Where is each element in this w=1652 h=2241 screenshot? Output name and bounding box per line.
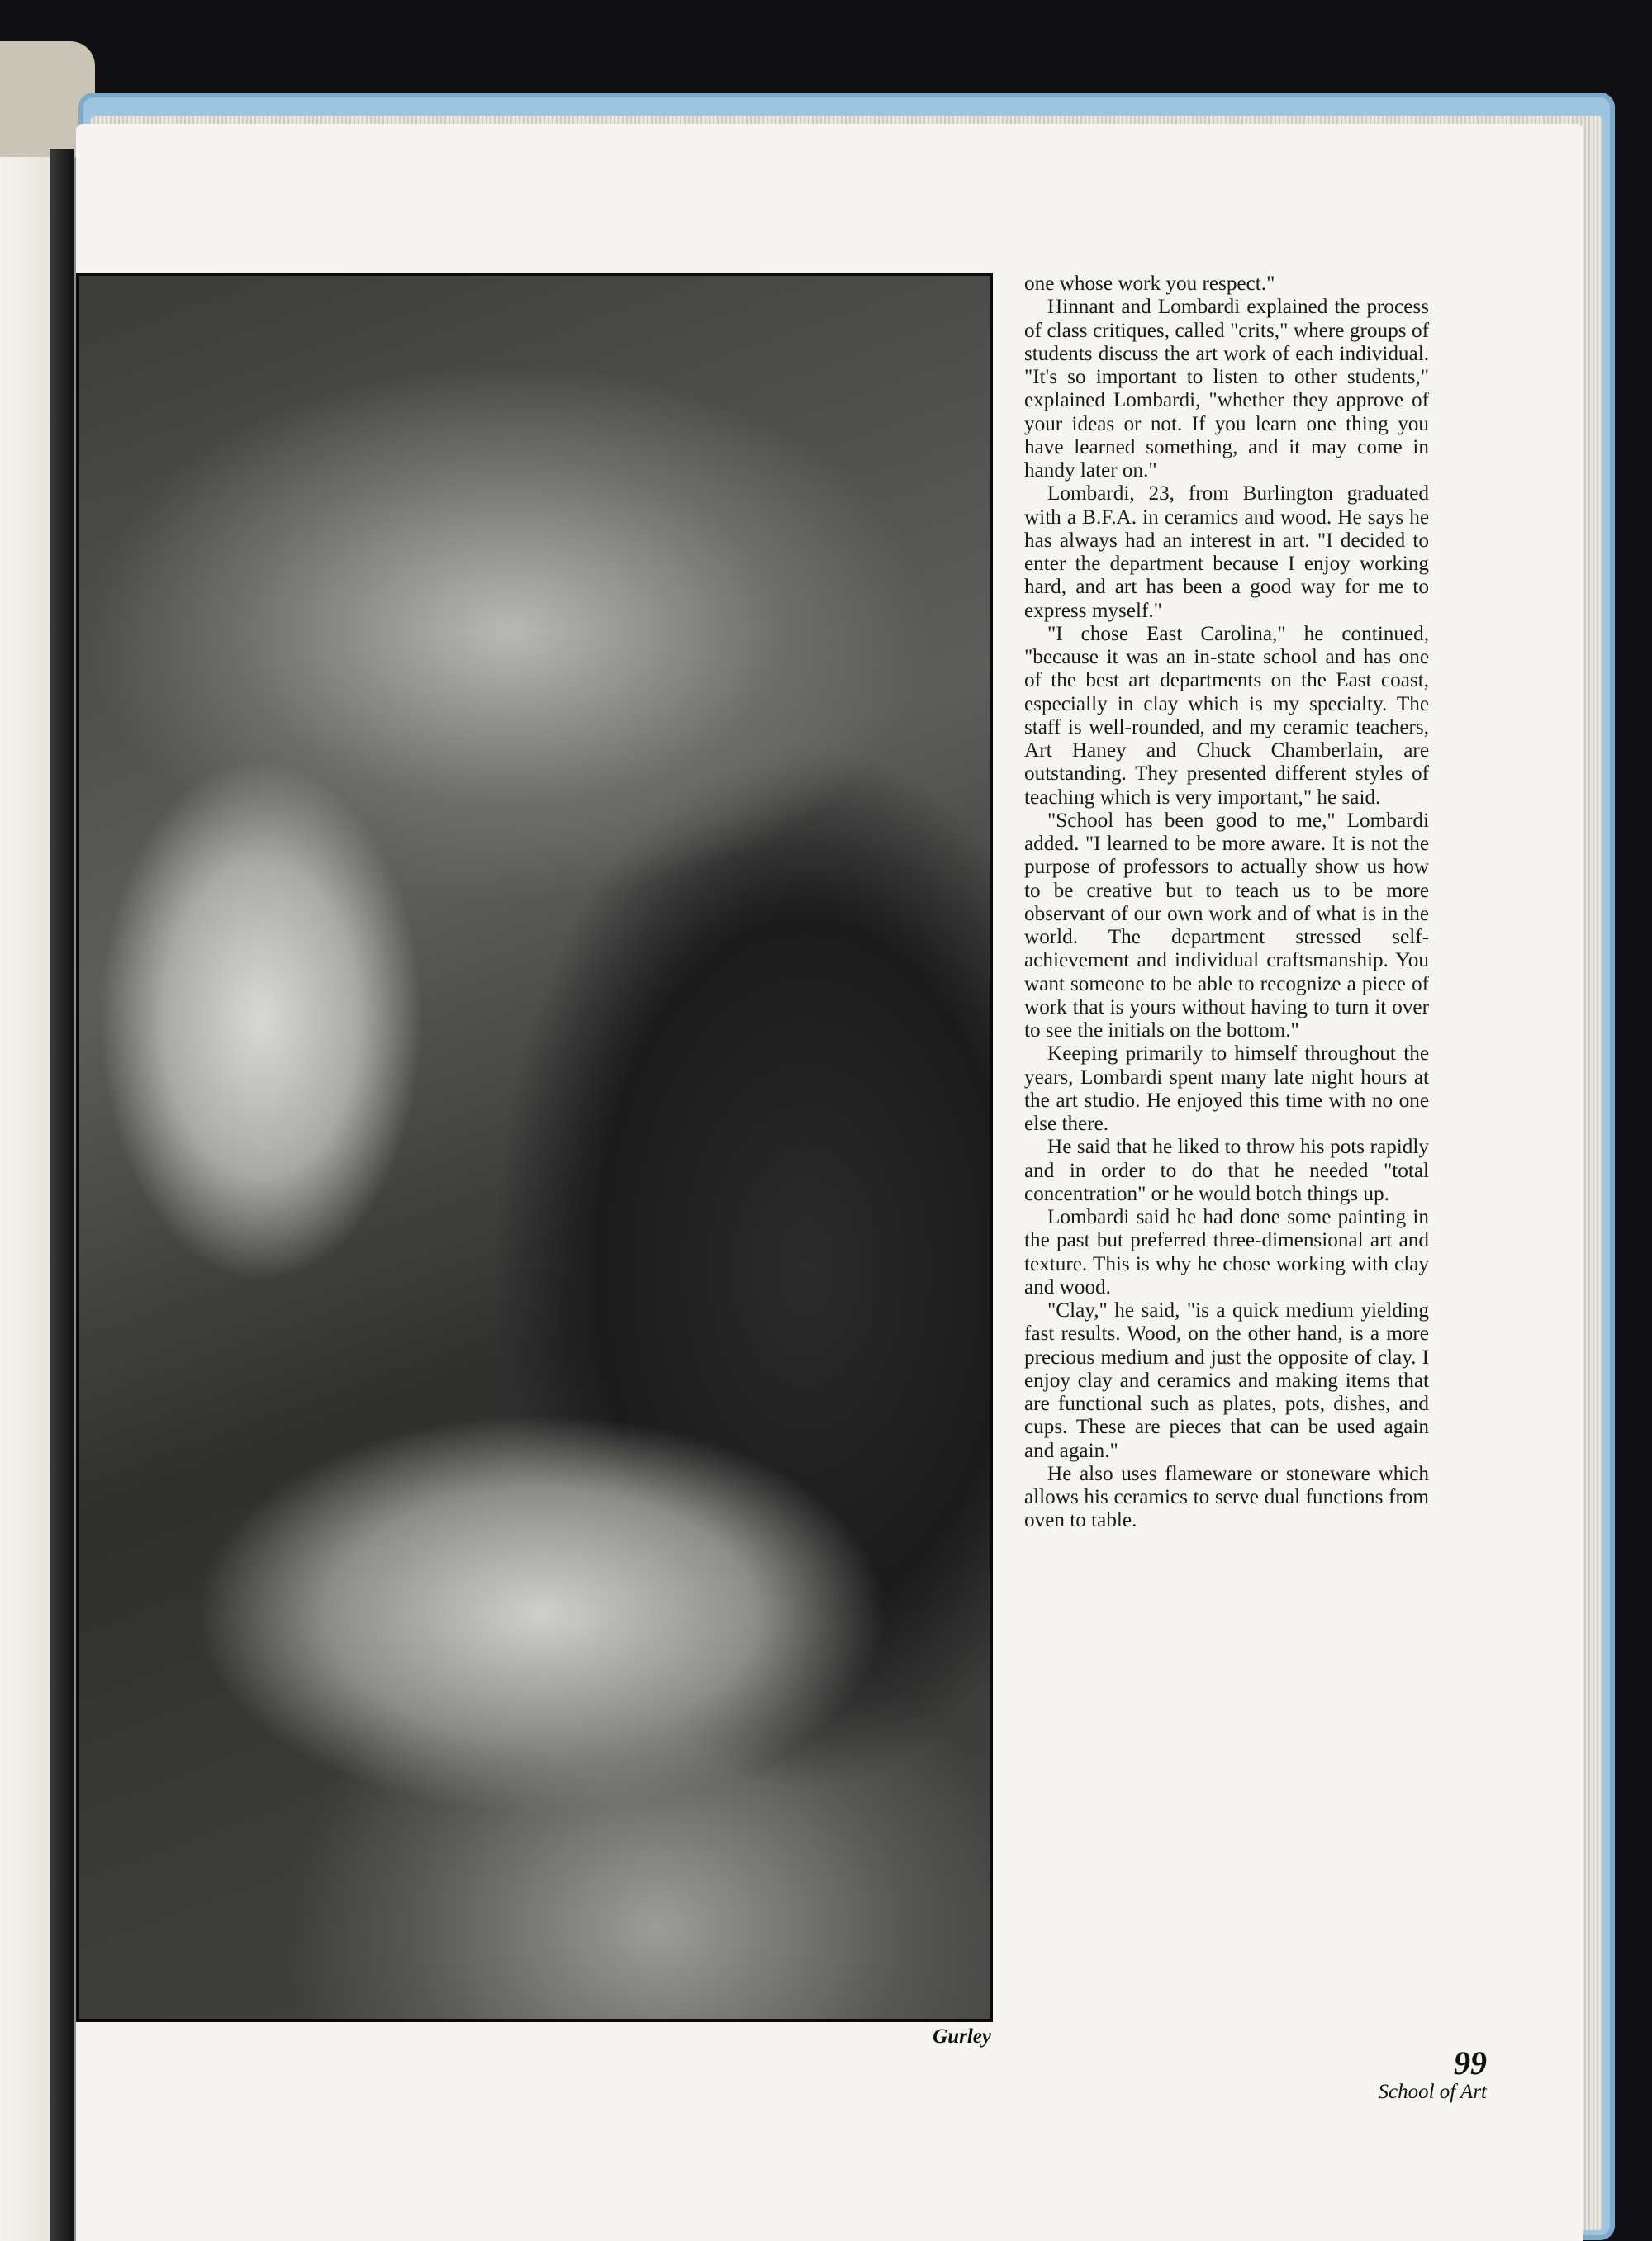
article-paragraph: Lombardi said he had done some painting in the past but preferred three-dimensional art and texture. This is why he chose working with clay and wood.	[1024, 1206, 1429, 1299]
article-paragraph: He also uses flameware or stoneware which allows his ceramics to serve dual functions from oven to table.	[1024, 1462, 1429, 1532]
article-paragraph: He said that he liked to throw his pots rapidly and in order to do that he needed "total concentration" or he would botch things up.	[1024, 1136, 1429, 1205]
page-folio	[1378, 2044, 1487, 2105]
gutter-shadow	[50, 149, 74, 2241]
article-paragraph: "I chose East Carolina," he continued, "because it was an in-state school and has one of the best art departments on the East coast, especially in clay which is my specialty. The staff is well-rounded, and my ceramic teachers, Art Haney and Chuck Chamberlain, are outstanding. They presented different styles of teaching which is very important," he said.	[1024, 622, 1429, 809]
potter-at-wheel-photo	[76, 273, 993, 2022]
photo-credit: Gurley	[933, 2025, 991, 2048]
article-paragraph: one whose work you respect."	[1024, 273, 1275, 295]
article-paragraph: "School has been good to me," Lombardi added. "I learned to be more aware. It is not the purpose of professors to actually show us how to be creative but to teach us to be more observant of our own work and of what is in the world. The department stressed self-achievement and individual craftsmanship. You want someone to be able to recognize a piece of work that is yours without having to turn it over to see the initials on the bottom."	[1024, 809, 1429, 1042]
article-paragraph: Hinnant and Lombardi explained the process of class critiques, called "crits," where groups of students discuss the art work of each individual. "It's so important to listen to other students," explained Lombardi, "whether they approve of your ideas or not. If you learn one thing you have learned something, and it may come in handy later on."	[1024, 296, 1429, 482]
article-column	[1024, 273, 1429, 1533]
article-paragraph: "Clay," he said, "is a quick medium yielding fast results. Wood, on the other hand, is a more precious medium and just the opposite of clay. I enjoy clay and ceramics and making items that are functional such as plates, pots, dishes, and cups. These are pieces that can be used again and again."	[1024, 1299, 1429, 1462]
section-name: School of Art	[1378, 2081, 1487, 2103]
article-paragraph: Keeping primarily to himself throughout the years, Lombardi spent many late night hours at the art studio. He enjoyed this time with no one else there.	[1024, 1042, 1429, 1135]
article-paragraph: Lombardi, 23, from Burlington graduated with a B.F.A. in ceramics and wood. He says he has always had an interest in art. "I decided to enter the department because I enjoy working hard, and art has been a good way for me to express myself."	[1024, 482, 1429, 622]
page-number: 99	[1454, 2044, 1487, 2082]
